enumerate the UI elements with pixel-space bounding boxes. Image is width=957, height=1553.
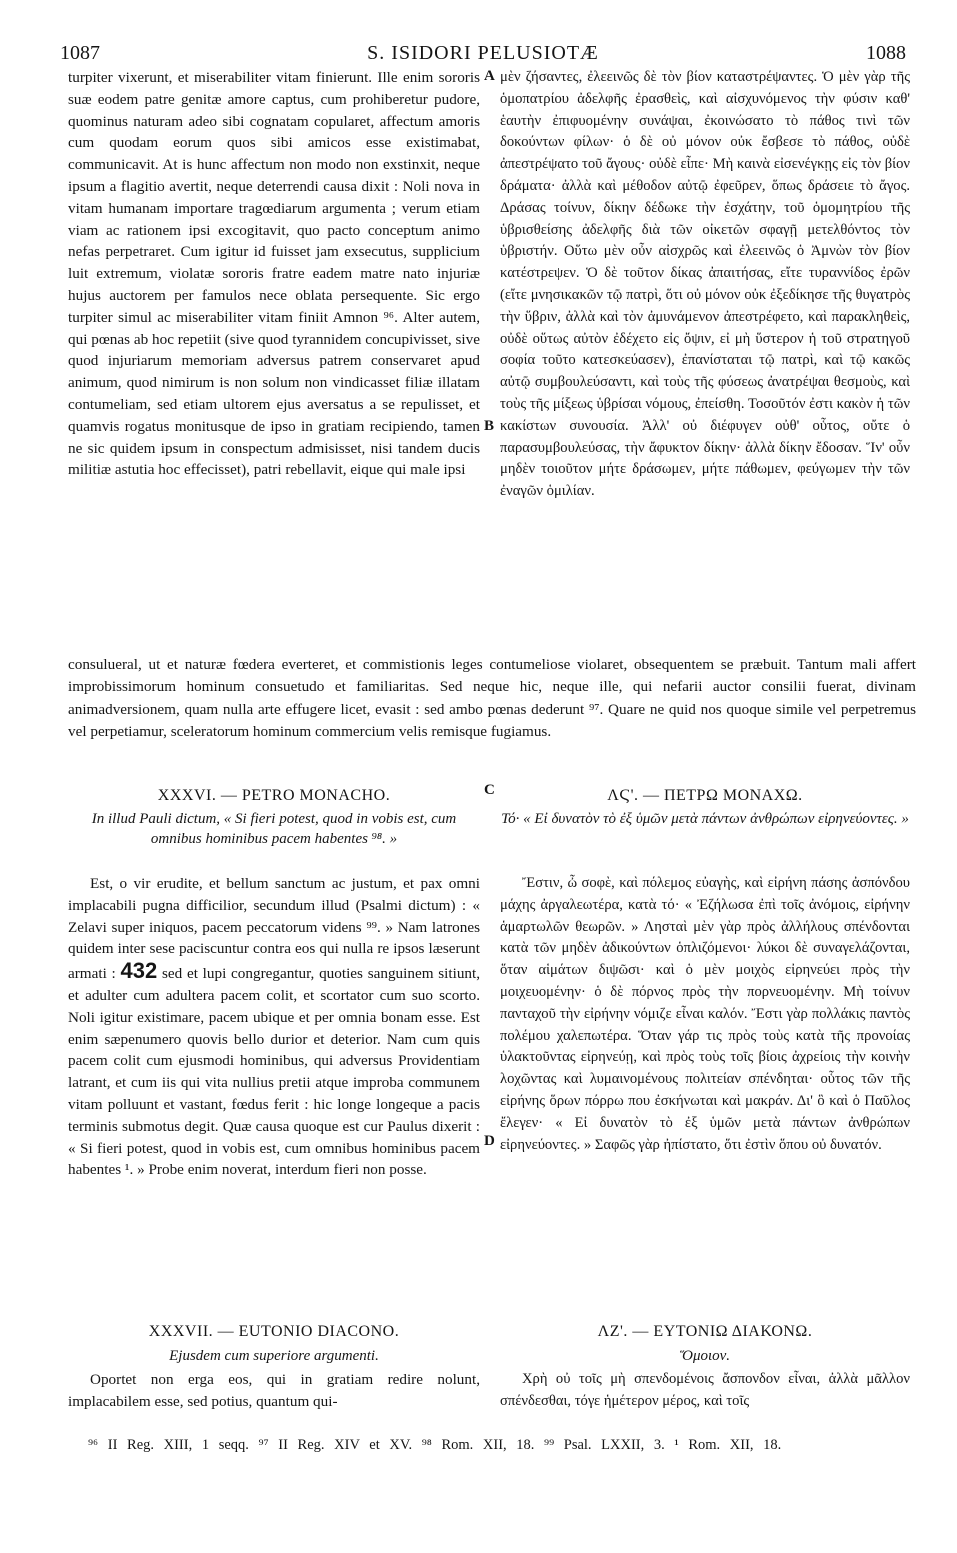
section-37-greek-body: Χρὴ οὐ τοῖς μὴ σπενδομένοις ἄσπονδον εἶναι, ἀλλὰ μᾶλλον σπένδεσθαι, τόγε ἡμέτερον μέρος, καὶ τοῖς xyxy=(500,1371,910,1409)
margin-marker-d: D xyxy=(484,1133,495,1149)
section-37-latin-body: Oportet non erga eos, qui in gratiam redire nolunt, implacabilem esse, sed potius, quantum qui- xyxy=(68,1371,480,1410)
section-37-greek-column xyxy=(500,1369,910,1413)
section-36-greek-column xyxy=(500,873,910,1316)
section-36-greek-subtitle: Τό· « Εἰ δυνατὸν τὸ ἐξ ὑμῶν μετὰ πάντων ἀνθρώπων εἰρηνεύοντες. » xyxy=(501,811,909,827)
greek-text-top: μὲν ζήσαντες, ἐλεεινῶς δὲ τὸν βίον καταστρέψαντες. Ὁ μὲν γὰρ τῆς ὁμοπατρίου ἀδελφῆς ἐρασθεὶς, καὶ αἰσχυνόμενος τὴν φύσιν καθ' ἑαυτὴν ἐπιφυομένην συνάψαι, ἐκοινώσατο τὸ πάθος τινὶ τῶν δοκούντων φίλων· ὁ δὲ οὐ μόνον οὐκ ἔσβεσε τὸ πάθος, οὐδὲ ἀπεστρέψατο τοῦ ἄγους· οὐδὲ εἶπε· Μὴ καινὰ εἰσενέγκῃς εἰς τὸν βίον δράματα· ἀλλὰ καὶ μέθοδον αὐτῷ ἐφεῦρεν, ὅπως δράσειε τὸ ἄγος. Δράσας τοίνυν, δίκην δέδωκε τὴν ἐσχάτην, τοῦ ὁμομητρίου τῆς ὑβρισθείσης ἀδελφῆς διὰ τῶν οἰκετῶν σφαγῇ μετελθόντος τὸν ὑβριστήν. Οὕτω μὲν οὖν αἰσχρῶς καὶ ἐλεεινῶς ὁ Ἀμνὼν τὸν βίον κατέστρεψεν. Ὁ δὲ τοῦτον δίκας ἀπαιτήσας, εἴτε τυραννίδος ἐρῶν (εἴτε μνησικακῶν τῷ πατρὶ, ὅτι οὐ μόνον οὐκ ἐξεδίκησε τῆς θυγατρὸς τὴν ὕβριν, ἀλλὰ καὶ τὸν ἀμυνάμενον ἀπεστρέφετο, καὶ παρακληθεὶς, οὐδὲ οὕτως αὐτὸν ἐδέχετο εἰς ὄψιν, εἰ μὴ ὕστερον ἡ τοῦ στρατηγοῦ σοφία τοῦτο κατεσκεύασεν), ἐπανίσταται τῷ πατρὶ, καὶ τῷ κακῶς αὐτῷ συμβουλεύσαντι, καὶ τοὺς τῆς φύσεως ἀνατρέψαι θεσμοὺς, καὶ τοὺς τῆς μίξεως ὑβρίσαι νόμους, ἐπείσθη. Τοσοῦτόν ἐστι κακὸν ἡ τῶν κακίστων συνουσία. Ἀλλ' οὐ διέφυγεν οὐθ' οὗτος, οὔτε ὁ παρασυμβουλεύσας, τὴν ἄφυκτον δίκην· ἀλλὰ δίκην ἔδοσαν. Ἵν' οὖν μηδὲν τοιοῦτον μήτε δράσωμεν, μήτε πάθωμεν, φεύγωμεν τὴν τῶν ἐναγῶν ὁμιλίαν. xyxy=(500,69,910,500)
section-37-latin-title: XXXVII. — EUTONIO DIACONO. xyxy=(148,1323,400,1340)
margin-marker-b: B xyxy=(484,418,495,434)
page-number-right: 1088 xyxy=(866,42,906,64)
section-36-latin-title: XXXVI. — PETRO MONACHO. xyxy=(157,787,391,804)
running-title: S. ISIDORI PELUSIOTÆ xyxy=(367,42,599,64)
page-header xyxy=(60,42,906,68)
page-number-left: 1087 xyxy=(60,42,100,64)
latin-text-top: turpiter vixerunt, et miserabiliter vitam finierunt. Ille enim sororis suæ eodem patre genitæ amore captus, cum prohiberetur pudore, quominus naturam adeo sibi cognatam copularet, affectum amoris cum quodam eorum quos sibi amicos esse existimabat, communicavit. At is hunc affectum non modo non exstinxit, neque ipsum a flagitio avertit, neque deterrendi causa dixit : Noli nova in vitam humanam importare tragœdiarum argumenta ; verum etiam viam ac rationem ipsi excogitavit, quo pacto conceptum animo nefas perpetraret. Cum igitur id fuisset jam exsecutus, supplicium luit extremum, violatæ sororis fratre eadem matre nato injuriæ hujus auctorem per famulos nece oblata persequente. Sic ergo turpiter simul ac miserabiliter vitam finiit Amnon ⁹⁶. Alter autem, qui pœnas ab hoc repetiit (sive quod tyrannidem concupivisset, sive quod injuriarum memoriam adversus patrem conservaret apud animum, quod nimirum is non solum non vindicasset filiæ illatam contumeliam, sed etiam ultorem ejus aversatus a se repulisset, et quamvis rogatus monitusque de ipso in gratiam recipiendo, tamen ne sic quidem ipsum in conspectum admisisset, nisi tandem ducis militiæ astutia hoc effecisset), patri rebellavit, eique qui male ipsi xyxy=(68,69,480,479)
section-36-latin-body-part1: Est, o vir erudite, et bellum sanctum ac justum, et pax omni implacabili pugna difficilior, secundum illud (Psalmi dictum) : « Zelavi super iniquos, pacem peccatorum videns ⁹⁹. » Nam latrones quidem inter sese paciscuntur contra eos qui nulla re ipsos læserunt armati : xyxy=(68,875,480,983)
section-36-latin-body xyxy=(68,873,480,1181)
footnotes: ⁹⁶ II Reg. XIII, 1 seqq. ⁹⁷ II Reg. XIV et XV. ⁹⁸ Rom. XII, 18. ⁹⁹ Psal. LXXII, 3. ¹ Rom. XII, 18. xyxy=(88,1437,782,1453)
section-37-greek-subtitle: Ὅμοιον. xyxy=(679,1348,731,1364)
section-36-latin-column xyxy=(68,873,480,1316)
section-37-latin-subtitle: Ejusdem cum superiore argumenti. xyxy=(169,1348,379,1364)
section-36-greek-title: ΛϚ'. — ΠΕΤΡΩ ΜΟΝΑΧΩ. xyxy=(607,787,803,804)
full-width-paragraph xyxy=(68,654,916,744)
margin-marker-a: A xyxy=(484,68,495,84)
margin-marker-c: C xyxy=(484,782,495,798)
section-36-greek-body: Ἔστιν, ὦ σοφὲ, καὶ πόλεμος εὐαγὴς, καὶ εἰρήνη πάσης ἀσπόνδου μάχης ἀργαλεωτέρα, κατὰ τό· « Ἐζήλωσα ἐπὶ τοῖς ἀνόμοις, εἰρήνην ἁμαρτωλῶν θεωρῶν. » Λησταὶ μὲν γὰρ πρὸς ἀλλήλους σπένδονται κατὰ τῶν μηδὲν ἀδικούντων ὁπλιζόμενοι· λύκοι δὲ συναγελάζονται, ὅταν αἱμάτων διψῶσι· καὶ ὁ μὲν μοιχὸς εἰρηνεύει πρὸς τὴν μοιχευομένην· ὁ δὲ πόρνος πρὸς τὴν πορνευομένην. Μὴ τοίνυν πανταχοῦ τὴν εἰρήνην νόμιζε εἶναι καλόν. Ἔστι γὰρ πολλάκις παντὸς πολέμου χαλεπωτέρα. Ὅταν γάρ τις πρὸς τοὺς κατὰ τῆς προνοίας ὑλακτοῦντας εἰρηνεύῃ, καὶ πρὸς τοὺς τοῖς βίοις ἀχρείοις τὴν κοινὴν λοχῶντας καὶ λυμαινομένους πολιτείαν σπένδηται· οὗτος τῶν τῆς εἰρήνης ὅρων πόρρω που ἐσκήνωται καὶ μακράν. Δι' ὃ καὶ ὁ Παῦλος ἔλεγεν· « Εἰ δυνατὸν τὸ ἐξ ὑμῶν μετὰ πάντων ἀνθρώπων εἰρηνεύοντες. » Σαφῶς γὰρ ἠπίστατο, ὅτι ἐστὶν ὅπου οὐ δυνατόν. xyxy=(500,875,910,1153)
latin-column-top xyxy=(68,67,480,639)
greek-column-top xyxy=(500,67,910,639)
column-number-badge: 432 xyxy=(120,958,158,984)
section-37-greek-title: ΛΖ'. — ΕΥΤΟΝΙΩ ΔΙΑΚΟΝΩ. xyxy=(597,1323,813,1340)
section-36-latin-subtitle: In illud Pauli dictum, « Si fieri potest, quod in vobis est, cum omnibus hominibus pacem habentes ⁹⁸. » xyxy=(91,811,457,847)
section-36-latin-body-part2: sed et lupi congregantur, quoties sanguinem sitiunt, et adulter cum adultera pacem colit, et scortator cum suo scorto. Noli igitur existimare, pacem ubique et per omnia bonam esse. Est enim sæpenumero quovis bello durior et deterior. Nam cum quis pacem colit cum ejusmodi hominibus, qui adversus Providentiam latrant, et cum iis qui vita nullius pretii atque improba communem vitam polluunt et vastant, fœdus ferit : hic longe longeque a pacis terminis submotus degit. Quæ causa quoque est cur Paulus dixerit : « Si fieri potest, quod in vobis est, cum omnibus hominibus pacem habentes ¹. » Probe enim noverat, interdum fieri non posse. xyxy=(68,965,480,1179)
full-width-text: consulueral, ut et naturæ fœdera everteret, et commistionis leges contumeliose violaret, obsequentem se præbuit. Tantum mali affert improbissimorum hominum consuetudo et familiaritas. Sed neque hic, neque ille, qui nefarii auctor consilii fuerat, divinam animadversionem, quam nulla arte effugere licet, evasit : sed ambo pœnas dederunt ⁹⁷. Quare ne quid nos quoque simile vel perpetremus vel perpetiamur, sceleratorum hominum commercium velis remisque fugiamus. xyxy=(68,656,916,741)
section-37-latin-column xyxy=(68,1369,480,1413)
